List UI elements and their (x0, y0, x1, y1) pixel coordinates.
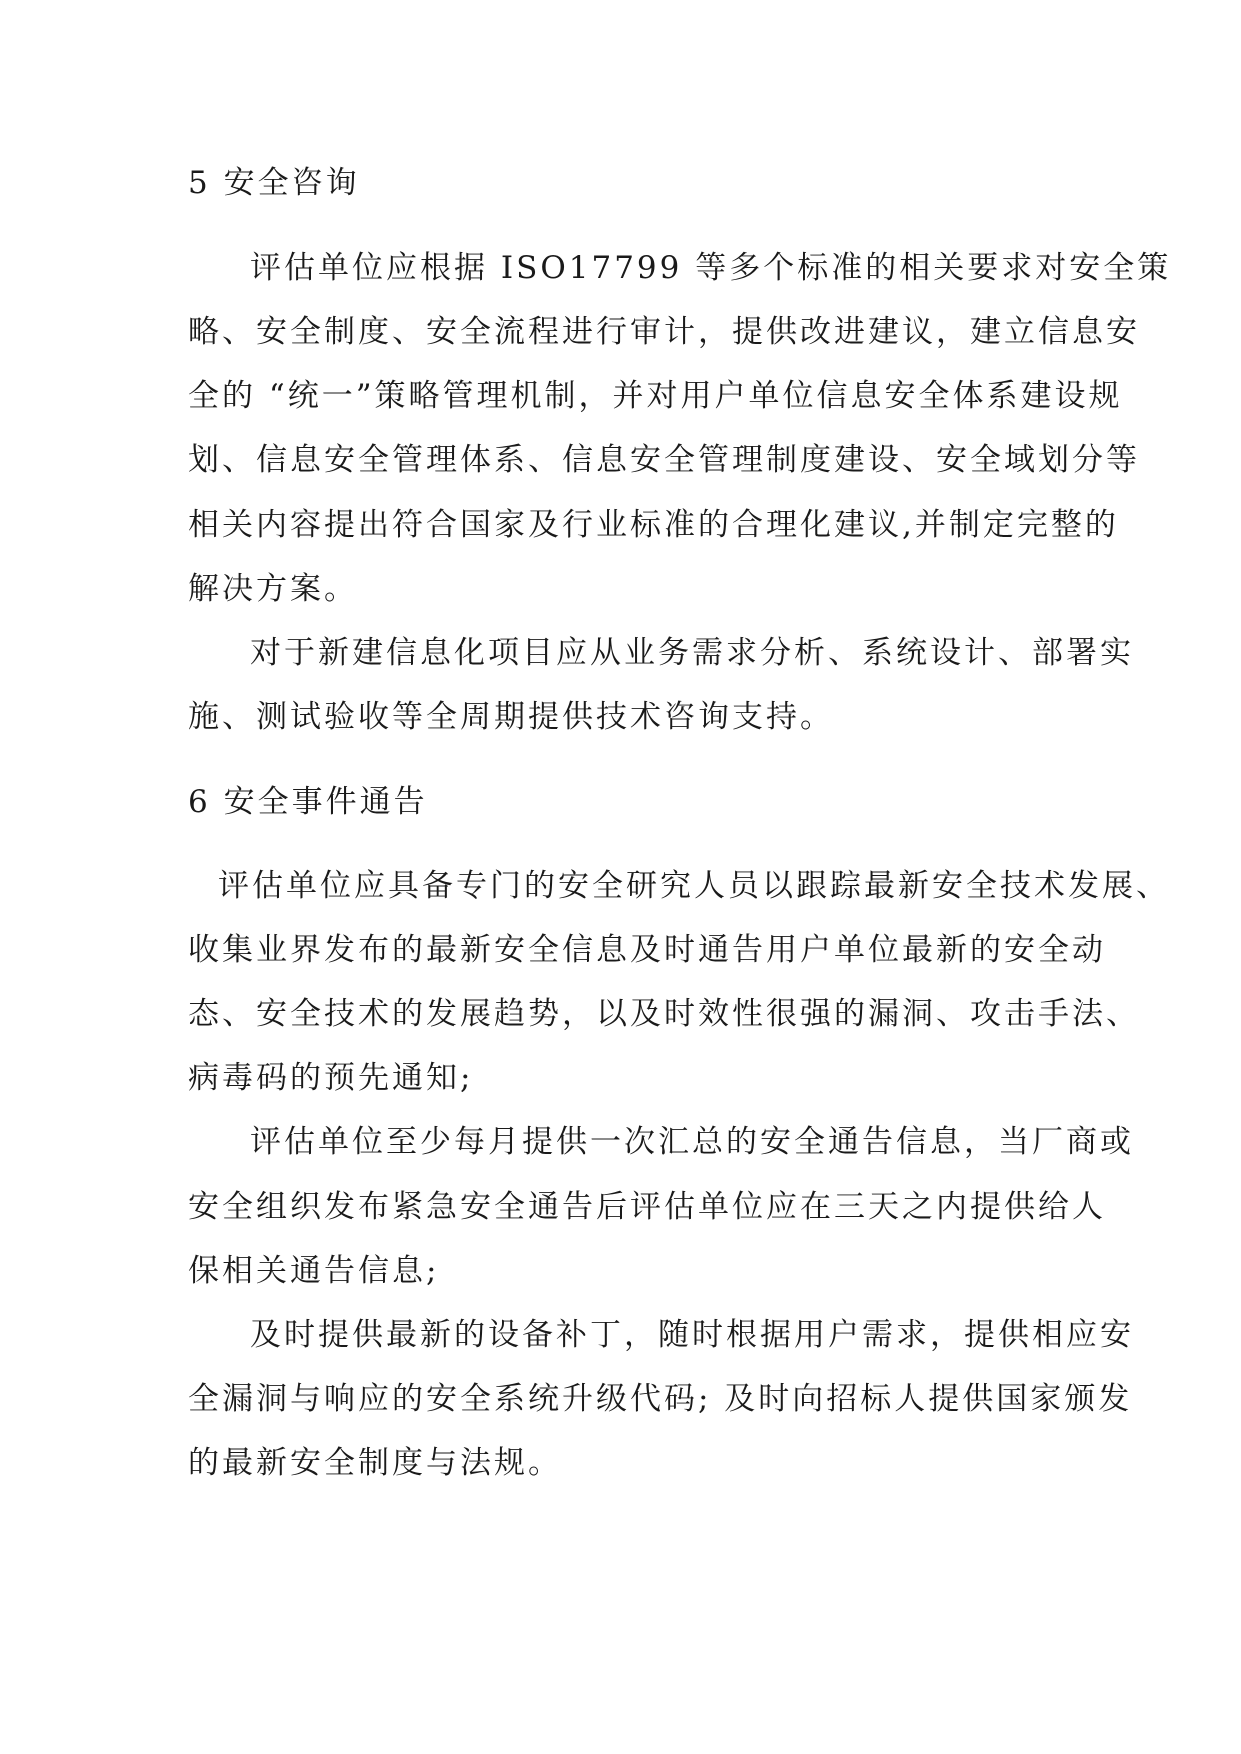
paragraph-line: 略、安全制度、安全流程进行审计，提供改进建议，建立信息安 (188, 314, 1140, 350)
section-heading-6: 6 安全事件通告 (188, 784, 428, 820)
section-heading-5: 5 安全咨询 (188, 165, 360, 201)
paragraph-line: 相关内容提出符合国家及行业标准的合理化建议,并制定完整的 (188, 507, 1119, 543)
paragraph-line: 划、信息安全管理体系、信息安全管理制度建设、安全域划分等 (188, 442, 1140, 478)
paragraph-line: 全的 “统一”策略管理机制，并对用户单位信息安全体系建设规 (188, 378, 1123, 414)
paragraph-line: 评估单位应根据 ISO17799 等多个标准的相关要求对安全策 (250, 250, 1172, 286)
paragraph-line: 的最新安全制度与法规。 (188, 1445, 562, 1481)
paragraph-line: 解决方案。 (188, 571, 358, 607)
paragraph-line: 收集业界发布的最新安全信息及时通告用户单位最新的安全动 (188, 932, 1106, 968)
paragraph-line: 全漏洞与响应的安全系统升级代码; 及时向招标人提供国家颁发 (188, 1381, 1133, 1417)
paragraph-line: 病毒码的预先通知; (188, 1060, 474, 1096)
paragraph-line: 态、安全技术的发展趋势，以及时效性很强的漏洞、攻击手法、 (188, 996, 1140, 1032)
paragraph-line: 评估单位应具备专门的安全研究人员以跟踪最新安全技术发展、 (218, 868, 1170, 904)
paragraph-line: 及时提供最新的设备补丁，随时根据用户需求，提供相应安 (250, 1317, 1134, 1353)
paragraph-line: 保相关通告信息; (188, 1253, 440, 1289)
paragraph-line: 评估单位至少每月提供一次汇总的安全通告信息，当厂商或 (250, 1124, 1134, 1160)
paragraph-line: 安全组织发布紧急安全通告后评估单位应在三天之内提供给人 (188, 1189, 1106, 1225)
paragraph-line: 施、测试验收等全周期提供技术咨询支持。 (188, 699, 834, 735)
paragraph-line: 对于新建信息化项目应从业务需求分析、系统设计、部署实 (250, 635, 1134, 671)
